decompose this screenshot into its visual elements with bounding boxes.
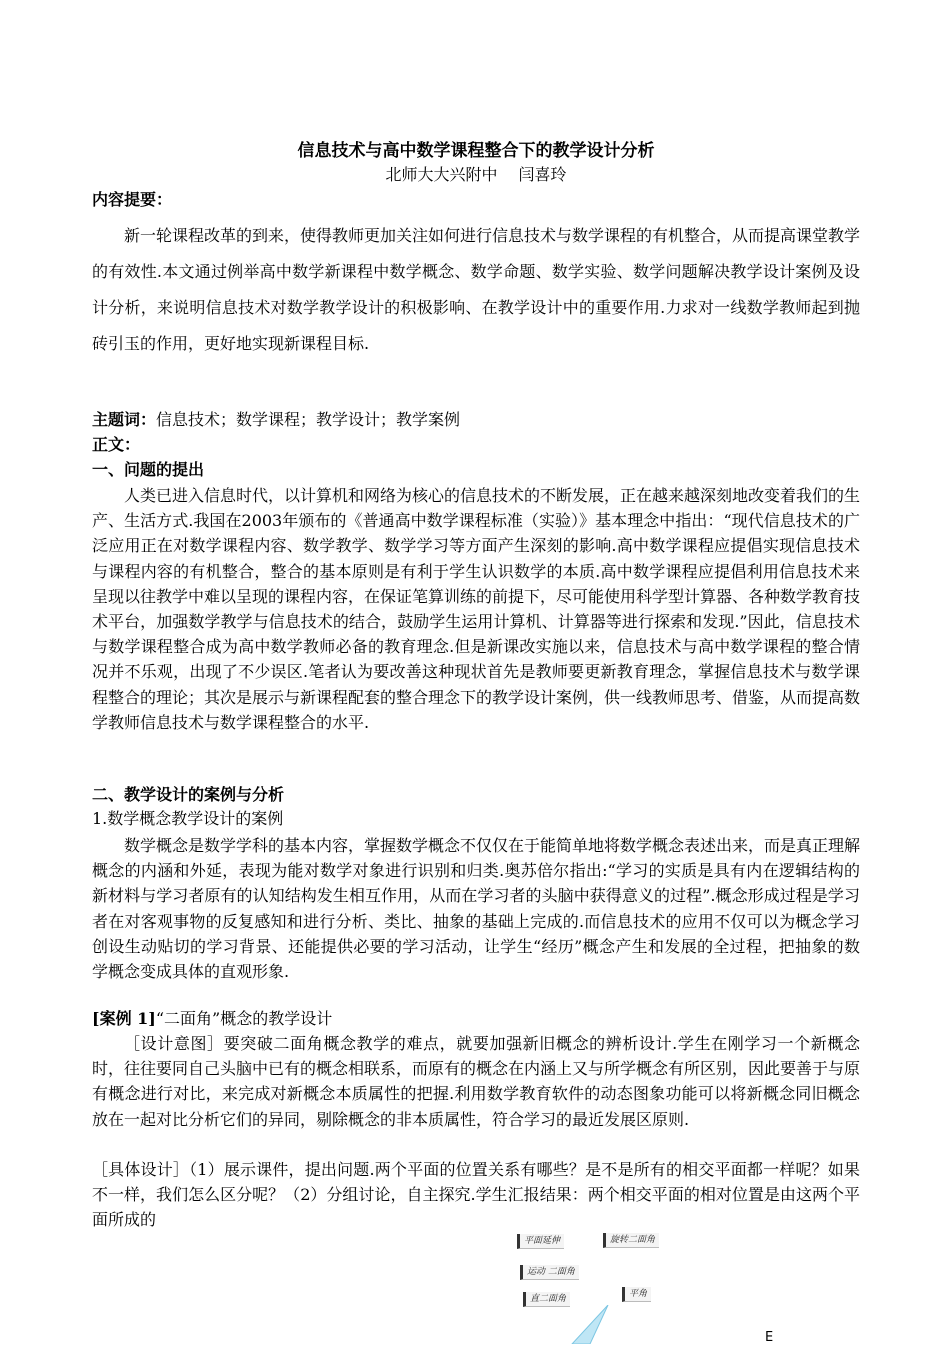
plane-extend-button[interactable]: 平面延伸 [517,1234,564,1249]
case1-name: “二面角”概念的教学设计 [155,1009,333,1028]
section1-paragraph: 人类已进入信息时代，以计算机和网络为核心的信息技术的不断发展，正在越来越深刻地改变着我们的生产、生活方式.我国在2003年颁布的《普通高中数学课程标准（实验）》基本理念中指出：“现代信息技术的广泛应用正在对数学课程内容、数学教学、数学学习等方面产生深刻的影响.高中数学课程应提倡实现信息技术与课程内容的有机整合，整合的基本原则是有利于学生认识数学的本质.高中数学课程应提倡利用信息技术来呈现以往教学中难以呈现的课程内容，在保证笔算训练的前提下，尽可能使用科学型计算器、各种数学教育技术平台，加强数学教学与信息技术的结合，鼓励学生运用计算机、计算器等进行探索和发现.”因此，信息技术与数学课程整合成为高中数学教师必备的教育理念.但是新课改实施以来，信息技术与高中数学课程的整合情况并不乐观，出现了不少误区.笔者认为要改善这种现状首先是教师要更新教育理念，掌握信息技术与数学课程整合的理论；其次是展示与新课程配套的整合理念下的教学设计案例，供一线教师思考、借鉴，从而提高数学教师信息技术与数学课程整合的水平. [92,486,861,732]
section1-heading: 一、问题的提出 [92,460,205,479]
specific-design-paragraph: ［具体设计］（1）展示课件，提出问题.两个平面的位置关系有哪些？是不是所有的相交平面都一样呢？如果不一样，我们怎么区分呢？（2）分组讨论，自主探究.学生汇报结果：两个相交平面的相对位置是由这两个平面所成的 [92,1160,860,1230]
abstract-heading: 内容提要： [92,190,173,209]
design-intent-paragraph: ［设计意图］要突破二面角概念教学的难点，就要加强新旧概念的辨析设计.学生在刚学习一个新概念时，往往要同自己头脑中已有的概念相联系，而原有的概念在内涵上又与所学概念有所区别，因此要善于与原有概念进行对比，来完成对新概念本质属性的把握.利用数学教育软件的动态图象功能可以将新概念同旧概念放在一起对比分析它们的异同，剔除概念的非本质属性，符合学习的最近发展区原则. [92,1034,861,1129]
keywords-line [92,409,460,431]
section2-heading: 二、教学设计的案例与分析 [92,785,285,804]
keywords-text: 信息技术；数学课程；教学设计；教学案例 [156,410,461,429]
case1-title [92,1006,332,1031]
body-heading: 正文： [92,435,141,454]
keywords-label: 主题词： [92,410,157,429]
rotate-dihedral-button[interactable]: 旋转二面角 [603,1233,659,1248]
dihedral-plane-drawing [560,1305,620,1344]
dihedral-plane-shape [572,1305,608,1344]
subsection1-heading: 1.数学概念教学设计的案例 [92,809,284,828]
flat-angle-button[interactable]: 平角 [622,1287,651,1302]
document-title: 信息技术与高中数学课程整合下的教学设计分析 [297,141,655,161]
document-author: 北师大大兴附中 闫喜玲 [385,165,567,184]
abstract-paragraph: 新一轮课程改革的到来，使得教师更加关注如何进行信息技术与数学课程的有机整合，从而提高课堂教学的有效性.本文通过例举高中数学新课程中数学概念、数学命题、数学实验、数学问题解决教学设计案例及设计分析，来说明信息技术对数学教学设计的积极影响、在教学设计中的重要作用.力求对一线数学教师起到抛砖引玉的作用，更好地实现新课程目标. [92,226,861,353]
section2-paragraph: 数学概念是数学学科的基本内容，掌握数学概念不仅仅在于能简单地将数学概念表述出来，而是真正理解概念的内涵和外延，表现为能对数学对象进行识别和归类.奥苏倍尔指出:“学习的实质是具有内在逻辑结构的新材料与学习者原有的认知结构发生相互作用，从而在学习者的头脑中获得意义的过程”.概念形成过程是学习者在对客观事物的反复感知和进行分析、类比、抽象的基础上完成的.而信息技术的应用不仅可以为概念学习创设生动贴切的学习背景、还能提供必要的学习活动，让学生“经历”概念产生和发展的全过程，把抽象的数学概念变成具体的直观形象. [92,836,861,982]
move-dihedral-button[interactable]: 运动 二面角 [520,1265,579,1280]
case1-label: [案例 1] [92,1009,156,1028]
point-label-e: E [765,1330,774,1345]
right-dihedral-button[interactable]: 直二面角 [523,1292,570,1307]
